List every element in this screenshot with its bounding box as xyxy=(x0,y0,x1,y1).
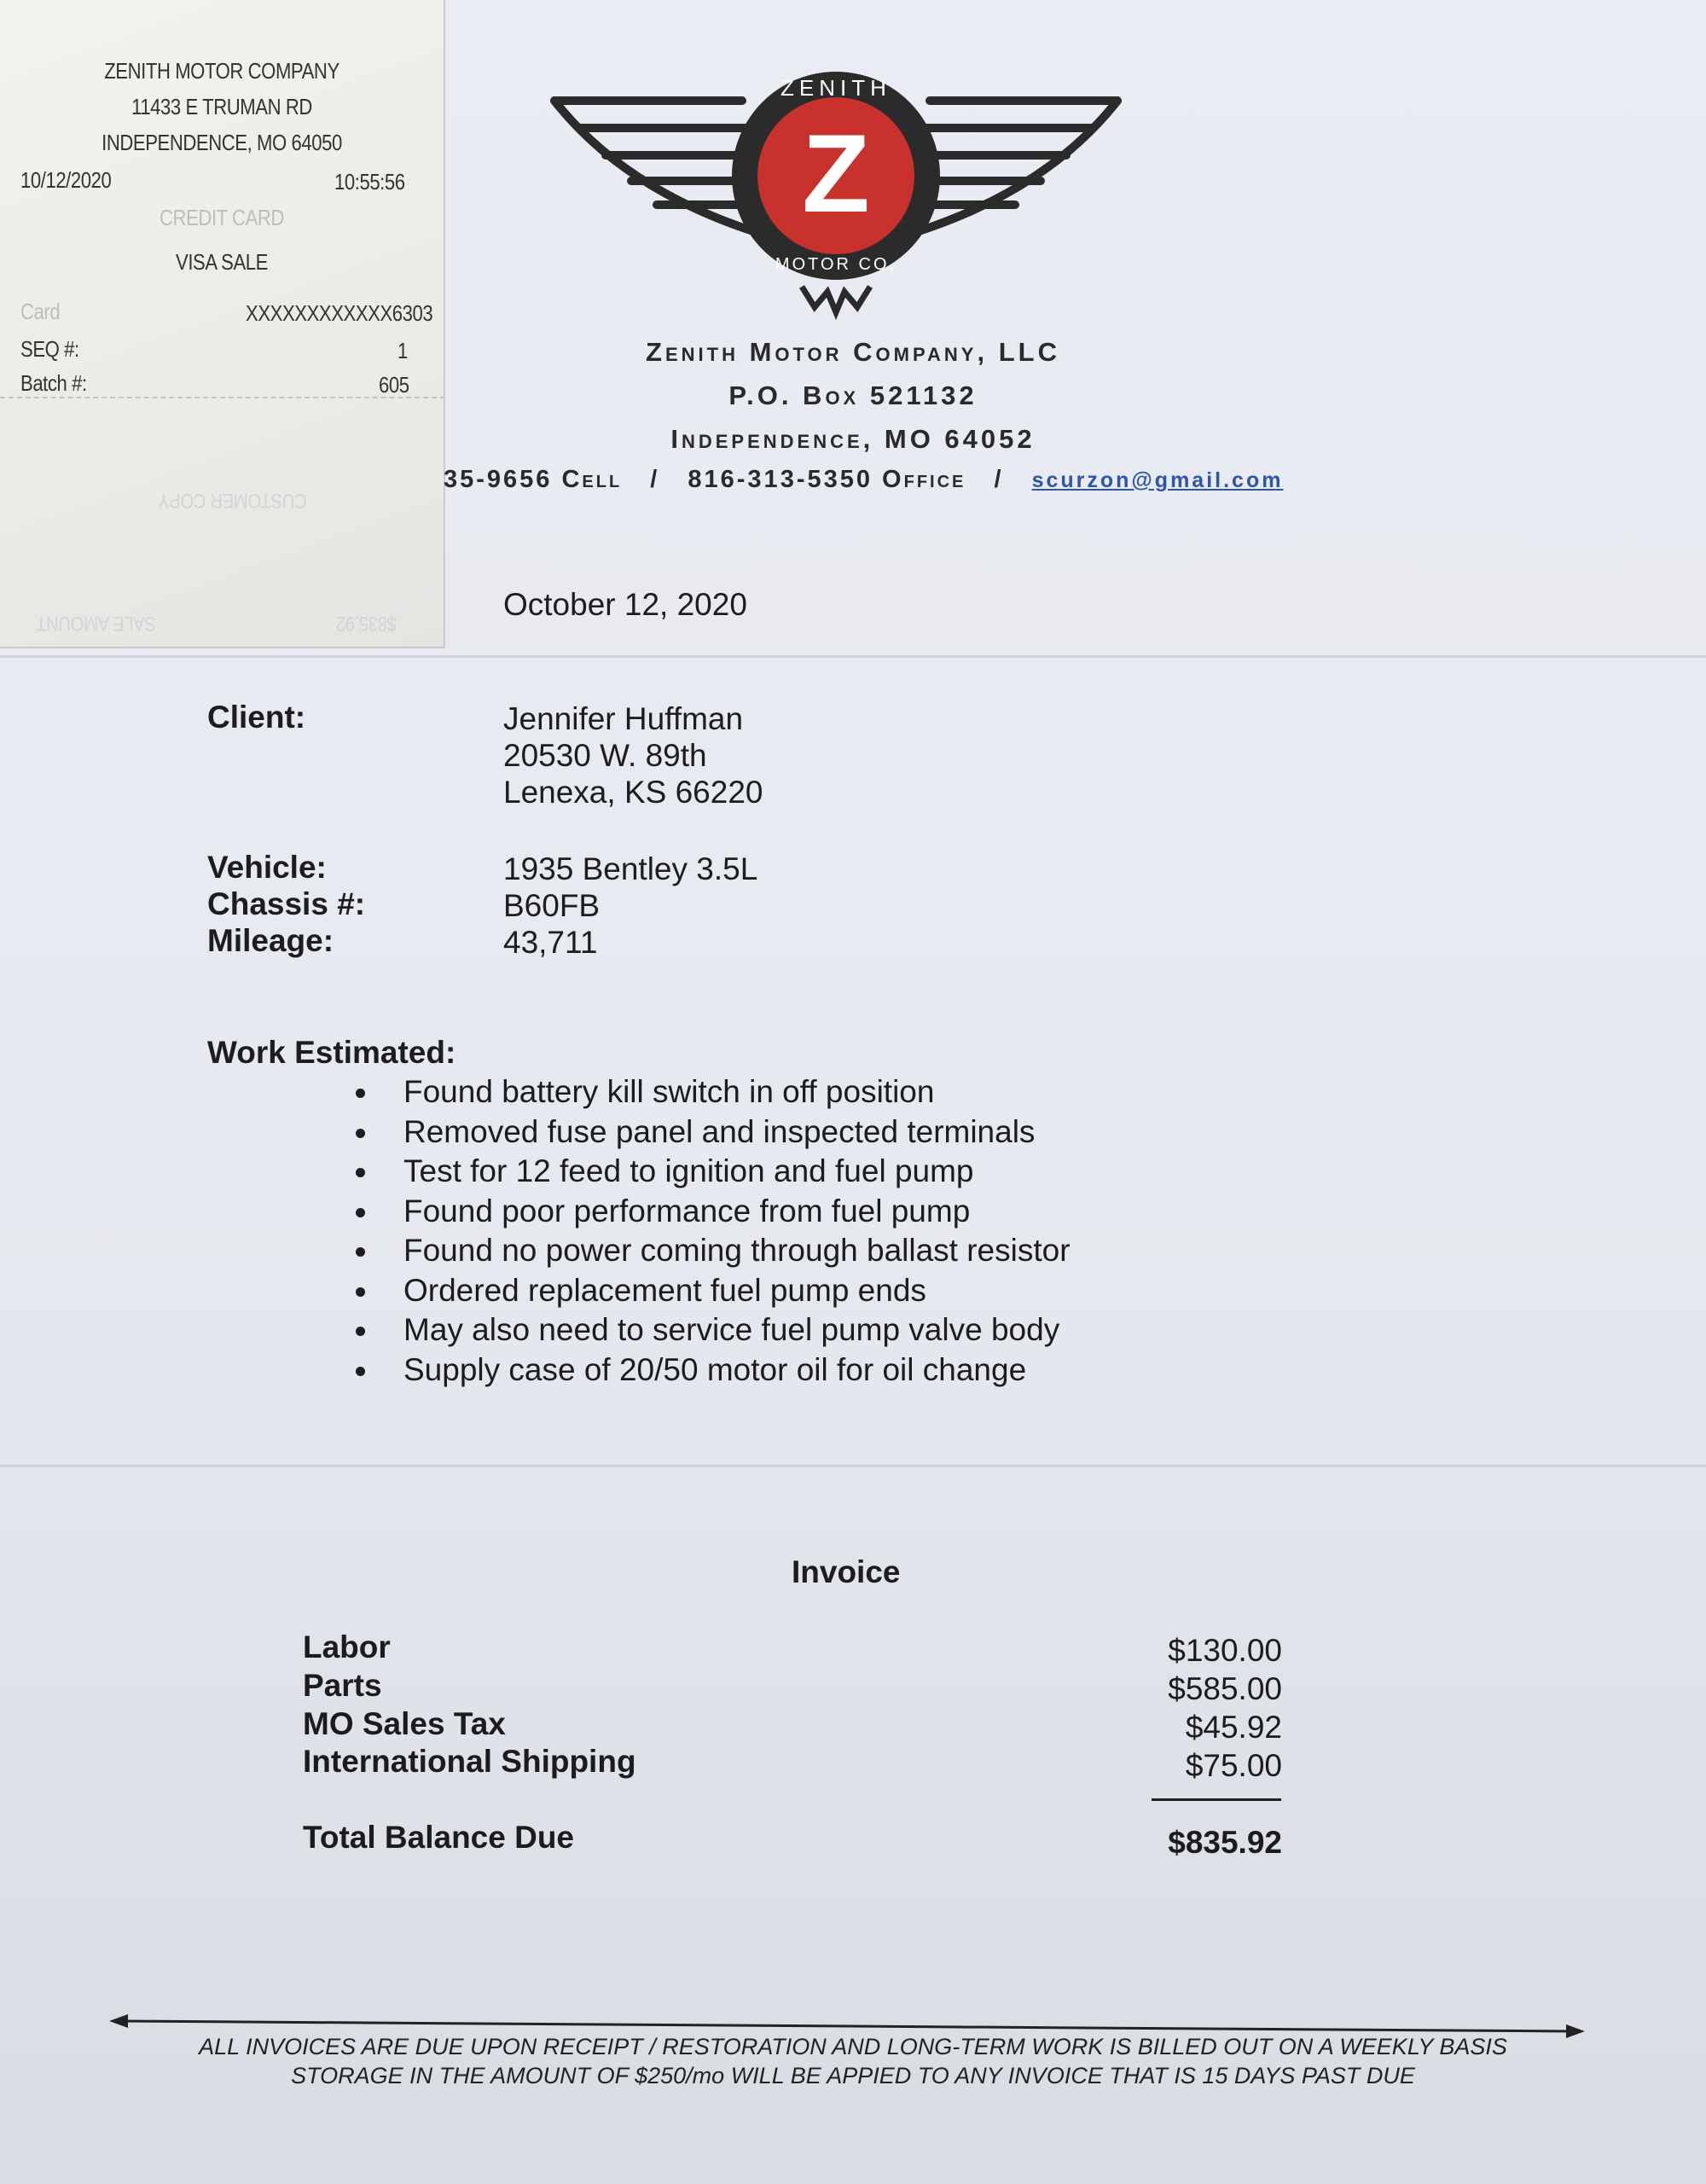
mileage-label: Mileage: xyxy=(207,923,334,958)
invoice-line-label-tax: MO Sales Tax xyxy=(303,1706,506,1741)
invoice-line-amount-parts: $585.00 xyxy=(1168,1671,1282,1706)
receipt-city: INDEPENDENCE, MO 64050 xyxy=(102,130,342,155)
invoice-line-amount-shipping: $75.00 xyxy=(1185,1748,1282,1783)
invoice-line-label-labor: Labor xyxy=(303,1629,391,1664)
receipt-copy-label: CUSTOMER COPY xyxy=(158,489,307,512)
invoice-line-amount-labor: $130.00 xyxy=(1168,1633,1282,1668)
receipt-sale-amount: $835.92 xyxy=(336,612,397,635)
receipt-card-label: Card xyxy=(20,299,61,324)
footer-terms-line-2: STORAGE IN THE AMOUNT OF $250/mo WILL BE APPIED TO ANY INVOICE THAT IS 15 DAYS PAST DUE xyxy=(291,2063,1415,2088)
bullet-icon xyxy=(356,1129,365,1138)
vehicle-value: 1935 Bentley 3.5L xyxy=(503,851,758,886)
receipt-sale-amount-label: SALE AMOUNT xyxy=(36,612,156,635)
receipt-seq-value: 1 xyxy=(397,338,408,363)
work-item-text: May also need to service fuel pump valve body xyxy=(403,1312,1060,1347)
receipt-date: 10/12/2020 xyxy=(20,167,112,193)
logo-bottom-text: MOTOR CO. xyxy=(775,255,897,274)
contact-cell: 35-9656 Cell xyxy=(444,466,623,493)
receipt-time: 10:55:56 xyxy=(334,169,405,195)
bullet-icon xyxy=(356,1367,365,1376)
document-date: October 12, 2020 xyxy=(503,587,747,622)
credit-card-receipt xyxy=(0,0,445,648)
work-item-text: Ordered replacement fuel pump ends xyxy=(403,1272,926,1308)
work-item-text: Test for 12 feed to ignition and fuel pump xyxy=(403,1153,974,1188)
logo-letter: Z xyxy=(802,111,870,235)
bullet-icon xyxy=(356,1208,365,1217)
bullet-icon xyxy=(356,1327,365,1336)
invoice-line-label-parts: Parts xyxy=(303,1668,382,1703)
work-item-text: Supply case of 20/50 motor oil for oil change xyxy=(403,1351,1027,1387)
chassis-value: B60FB xyxy=(503,888,601,923)
contact-separator-1: / xyxy=(650,466,660,493)
receipt-payment-type: CREDIT CARD xyxy=(160,205,284,230)
bullet-icon xyxy=(356,1287,365,1297)
receipt-seq-label: SEQ #: xyxy=(20,336,79,362)
letterhead-company: Zenith Motor Company, LLC xyxy=(646,337,1060,367)
contact-email-link[interactable]: scurzon@gmail.com xyxy=(1031,468,1284,492)
work-item xyxy=(354,1271,1071,1311)
work-item xyxy=(354,1192,1071,1232)
bullet-icon xyxy=(356,1089,365,1098)
work-item xyxy=(354,1152,1071,1192)
work-item xyxy=(354,1112,1071,1153)
work-item xyxy=(354,1310,1071,1350)
chassis-label: Chassis #: xyxy=(207,886,366,921)
receipt-batch-value: 605 xyxy=(379,372,409,398)
letterhead-contact xyxy=(444,466,1283,494)
receipt-transaction: VISA SALE xyxy=(176,249,268,275)
bullet-icon xyxy=(356,1168,365,1177)
contact-separator-2: / xyxy=(994,466,1004,493)
contact-office: 816-313-5350 Office xyxy=(688,466,966,493)
footer-terms-line-1: ALL INVOICES ARE DUE UPON RECEIPT / RESTORATION AND LONG-TERM WORK IS BILLED OUT ON A WEEKLY BASIS xyxy=(199,2034,1507,2059)
bullet-icon xyxy=(356,1247,365,1257)
invoice-total-label: Total Balance Due xyxy=(303,1820,575,1855)
work-item xyxy=(354,1072,1071,1112)
work-estimated-label: Work Estimated: xyxy=(207,1035,456,1070)
work-item-text: Found poor performance from fuel pump xyxy=(403,1193,971,1228)
letterhead-po-box: P.O. Box 521132 xyxy=(728,380,978,410)
work-item xyxy=(354,1231,1071,1271)
vehicle-label: Vehicle: xyxy=(207,850,327,885)
receipt-card-number: XXXXXXXXXXXX6303 xyxy=(246,300,433,326)
paper-fold-bottom xyxy=(0,1465,1706,1467)
work-item xyxy=(354,1350,1071,1391)
invoice-title: Invoice xyxy=(792,1554,901,1589)
work-item-text: Found no power coming through ballast resistor xyxy=(403,1233,1071,1268)
client-city: Lenexa, KS 66220 xyxy=(503,775,763,810)
work-item-text: Removed fuse panel and inspected terminals xyxy=(403,1113,1036,1149)
logo-top-text: ZENITH xyxy=(780,75,891,101)
work-estimated-list xyxy=(354,1072,1071,1390)
receipt-street: 11433 E TRUMAN RD xyxy=(131,94,312,119)
client-street: 20530 W. 89th xyxy=(503,738,707,773)
receipt-batch-label: Batch #: xyxy=(20,370,87,396)
work-item-text: Found battery kill switch in off position xyxy=(403,1074,935,1109)
client-label: Client: xyxy=(207,700,306,735)
client-name: Jennifer Huffman xyxy=(503,701,744,736)
paper-fold-top xyxy=(0,655,1706,658)
invoice-subtotal-rule xyxy=(1152,1798,1281,1801)
invoice-total-amount: $835.92 xyxy=(1168,1825,1282,1860)
letterhead-city: Independence, MO 64052 xyxy=(670,424,1036,454)
zenith-winged-logo xyxy=(546,60,1126,324)
mileage-value: 43,711 xyxy=(503,925,598,960)
receipt-company: ZENITH MOTOR COMPANY xyxy=(104,58,339,84)
invoice-line-amount-tax: $45.92 xyxy=(1185,1710,1282,1745)
invoice-line-label-shipping: International Shipping xyxy=(303,1744,636,1779)
